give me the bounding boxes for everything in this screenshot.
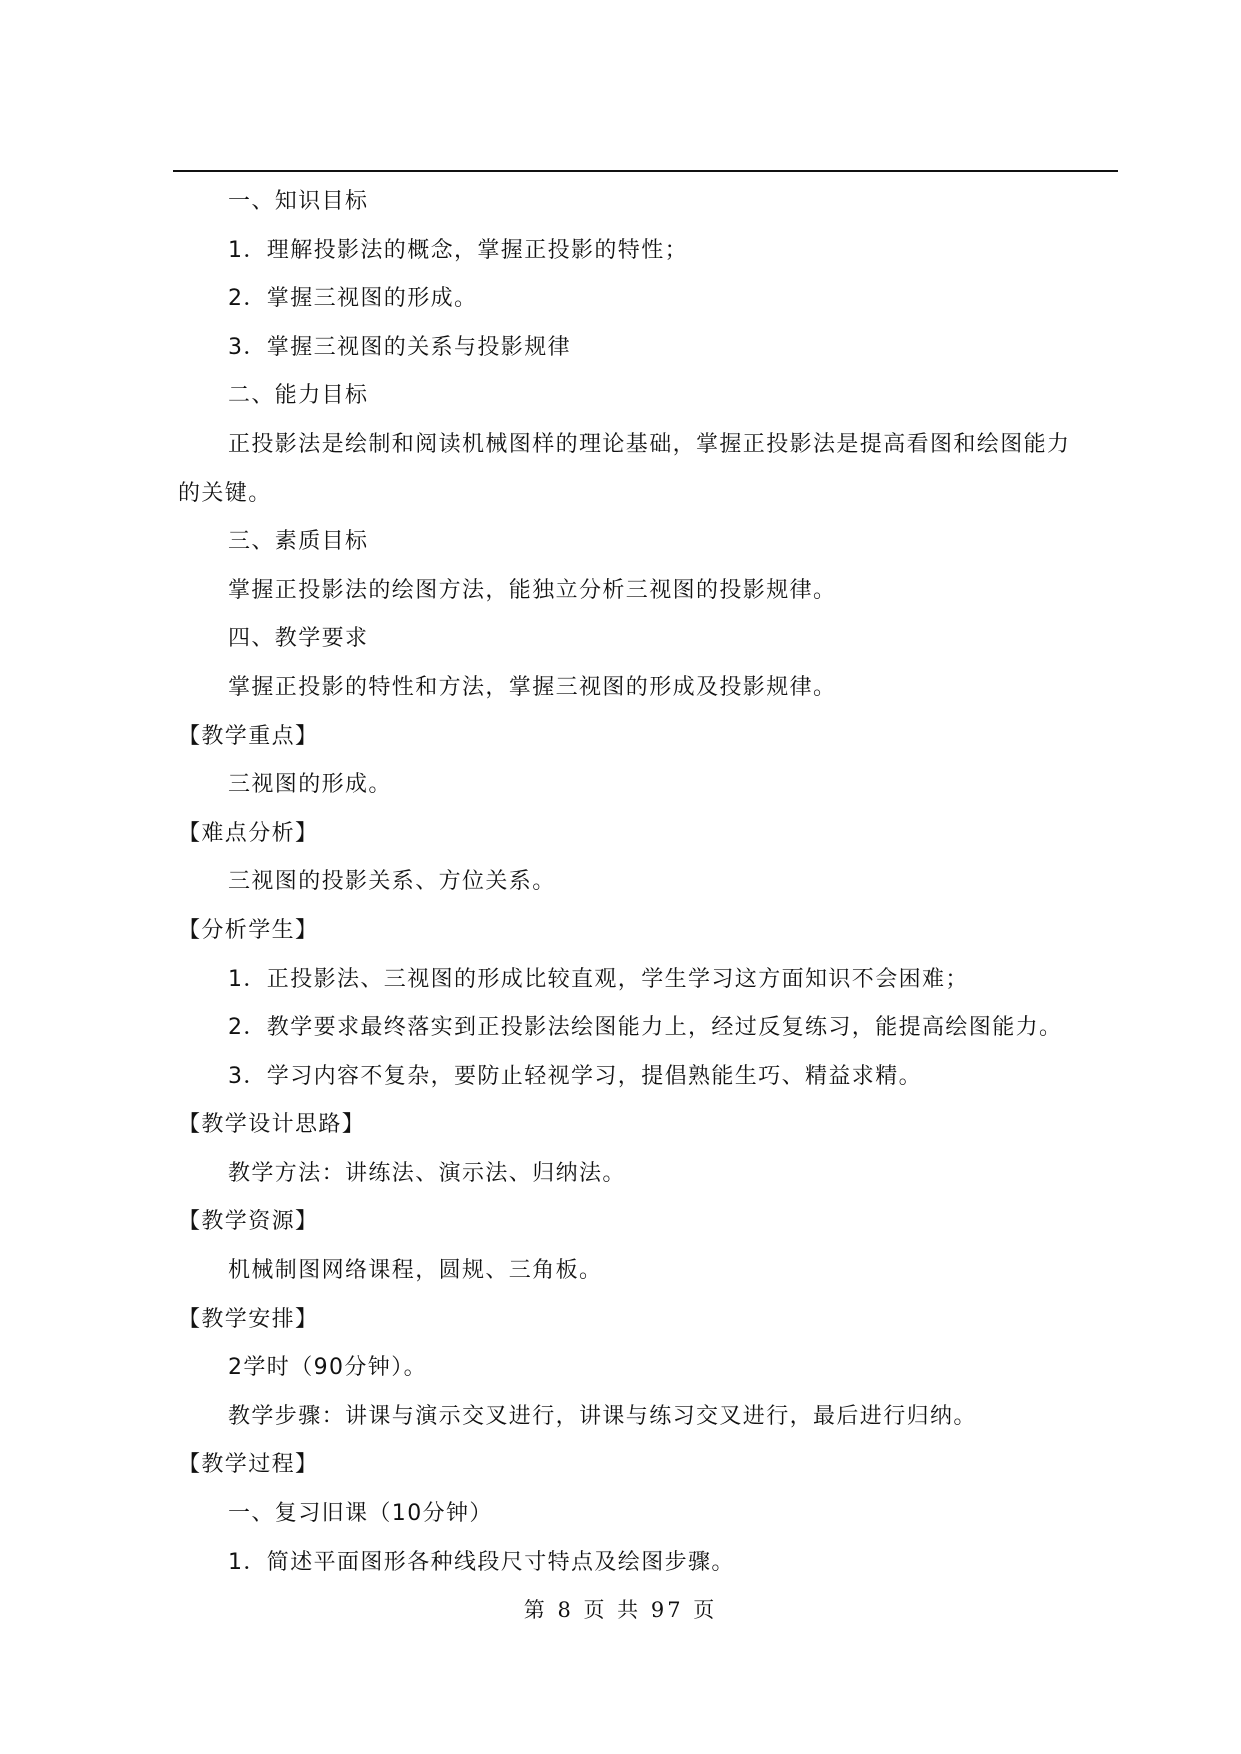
paragraph-line: 3．学习内容不复杂，要防止轻视学习，提倡熟能生巧、精益求精。 (228, 1063, 922, 1089)
paragraph-line: 2．教学要求最终落实到正投影法绘图能力上，经过反复练习，能提高绘图能力。 (228, 1015, 1063, 1041)
header-rule (173, 170, 1118, 172)
section-knowledge-goals: 一、知识目标 (228, 189, 369, 214)
section-quality-goals: 三、素质目标 (228, 529, 369, 555)
document-body (178, 178, 1118, 1587)
paragraph-line: 1．简述平面图形各种线段尺寸特点及绘图步骤。 (228, 1549, 735, 1575)
section-ability-goals: 二、能力目标 (228, 383, 369, 409)
paragraph-line: 教学步骤：讲课与演示交叉进行，讲课与练习交叉进行，最后进行归纳。 (228, 1403, 977, 1429)
paragraph-line: 掌握正投影法的绘图方法，能独立分析三视图的投影规律。 (228, 577, 837, 603)
paragraph-line: 1．正投影法、三视图的形成比较直观，学生学习这方面知识不会困难； (228, 966, 969, 992)
heading-teaching-focus: 【教学重点】 (178, 723, 319, 749)
heading-difficulty-analysis: 【难点分析】 (178, 820, 319, 846)
section-review: 一、复习旧课（10分钟） (228, 1501, 493, 1527)
heading-design-approach: 【教学设计思路】 (178, 1112, 366, 1138)
paragraph-line: 机械制图网络课程，圆规、三角板。 (228, 1258, 603, 1284)
heading-student-analysis: 【分析学生】 (178, 917, 319, 943)
paragraph-line: 2学时（90分钟）。 (228, 1355, 427, 1381)
page-number-footer: 第 8 页 共 97 页 (523, 1598, 718, 1622)
heading-teaching-process: 【教学过程】 (178, 1452, 319, 1478)
paragraph-line: 1．理解投影法的概念，掌握正投影的特性； (228, 237, 688, 263)
heading-teaching-resources: 【教学资源】 (178, 1209, 319, 1235)
paragraph-line: 三视图的投影关系、方位关系。 (228, 869, 556, 895)
heading-teaching-schedule: 【教学安排】 (178, 1306, 319, 1332)
paragraph-line: 正投影法是绘制和阅读机械图样的理论基础，掌握正投影法是提高看图和绘图能力 (228, 431, 1071, 457)
paragraph-line: 掌握正投影的特性和方法，掌握三视图的形成及投影规律。 (228, 674, 837, 700)
paragraph-line: 3．掌握三视图的关系与投影规律 (228, 334, 571, 360)
paragraph-line: 的关键。 (178, 480, 272, 506)
paragraph-line: 教学方法：讲练法、演示法、归纳法。 (228, 1160, 626, 1186)
section-teaching-requirements: 四、教学要求 (228, 626, 369, 652)
paragraph-line: 三视图的形成。 (228, 772, 392, 798)
paragraph-line: 2．掌握三视图的形成。 (228, 286, 478, 312)
